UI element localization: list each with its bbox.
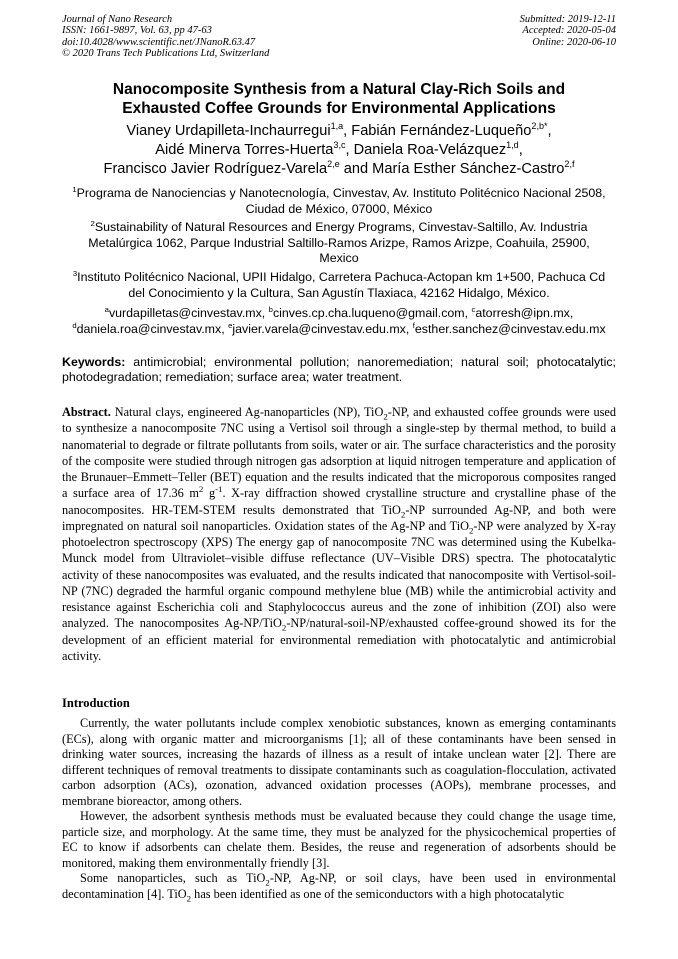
author-name: María Esther Sánchez-Castro [372, 161, 565, 177]
abstract-text: -NP were analyzed by X-ray photoelectron spectroscopy (XPS) The energy gap of nanocomposite 7NC was determined using the Kubelka-Munck model from Ultraviolet–visible diffuse reflectance (UV–Visible DRS) spectra. The photocatalytic activity of these nanocomposites was evaluated, and the results indicated that nanocomposite with Vertisol-soil-NP (7NC) degraded the harmful organic compound methylene blue (MB) while the antimicrobial activity and resistance against Escherichia coli and Staphylococcus aureus and the zone of inhibition (ZOI) also were analyzed. The nanocomposites Ag-NP/TiO [62, 518, 616, 631]
email-mark: d [72, 320, 77, 330]
abstract-text: -NP/natural-soil-NP/exhausted coffee-ground showed its for the development of an efficient material for environmental remediation with photocatalytic and antimicrobial activity. [62, 616, 617, 663]
affiliation-text: Instituto Politécnico Nacional, UPII Hidalgo, Carretera Pachuca-Actopan km 1+500, Pachuca Cd [77, 270, 606, 284]
paragraph-text: Some nanoparticles, such as TiO [80, 871, 266, 885]
email-address: javier.varela@cinvestav.edu.mx, [232, 321, 413, 336]
journal-copyright: © 2020 Trans Tech Publications Ltd, Switzerland [62, 48, 270, 60]
journal-issn: ISSN: 1661-9897, Vol. 63, pp 47-63 [62, 25, 212, 37]
introduction-body [62, 716, 616, 902]
paragraph: Currently, the water pollutants include complex xenobiotic substances, known as emerging contaminants (ECs), along with organic matter and microorganisms [1]; all of these contaminants have been sensed in drinking water sources, increasing the hazards of illness as a result of intake unclean water [2]. There are different techniques of removal treatments to dissipate contaminants such as coagulation-flocculation, activated carbon adsorption (ACs), ozonation, advanced oxidation processes (AOPs), membrane processes, and membrane bioreactor, among others. [62, 716, 616, 808]
paragraph [62, 871, 616, 902]
email-mark: f [412, 320, 415, 330]
online-date: Online: 2020-06-10 [532, 36, 616, 48]
author-separator: , [343, 123, 352, 139]
author-affiliation-mark: 2,e [327, 159, 340, 170]
accepted-date: Accepted: 2020-05-04 [522, 25, 616, 37]
subscript: 2 [383, 411, 388, 422]
author-line-2 [62, 141, 616, 160]
email-address: vurdapilletas@cinvestav.mx, [108, 306, 269, 320]
superscript: 2 [198, 484, 204, 495]
email-mark: b [268, 304, 273, 314]
affiliation-text: del Conocimiento y la Cultura, San Agustín Tlaxiaca, 42162 Hidalgo, México. [128, 285, 550, 300]
email-mark: a [104, 304, 109, 314]
author-separator: , [518, 142, 523, 158]
subscript: 2 [281, 622, 287, 633]
email-address: cinves.cp.cha.luqueno@gmail.com, [272, 306, 472, 320]
abstract-label: Abstract. [62, 405, 111, 419]
affiliation-text: Metalúrgica 1062, Parque Industrial Saltillo-Ramos Arizpe, Ramos Arizpe, Coahuila, 25900, [88, 235, 590, 250]
journal-name: Journal of Nano Research [62, 14, 173, 25]
author-name: Daniela Roa-Velázquez [353, 142, 507, 158]
abstract-text: . X-ray diffraction showed crystalline structure and crystalline phase of the nanocomposites. HR-TEM-STEM results demonstrated that TiO [62, 486, 616, 517]
abstract-text: Natural clays, engineered Ag-nanoparticles (NP), TiO [110, 405, 384, 419]
abstract-text: -NP surrounded Ag-NP, and both were impregnated on natural soil nanoparticles. Oxidation states of the Ag-NP and TiO [62, 502, 616, 533]
affiliation-number: 1 [72, 184, 77, 194]
affiliation-text: Ciudad de México, 07000, México [245, 201, 433, 216]
subscript: 2 [469, 525, 474, 536]
author-line-3 [62, 160, 616, 179]
journal-header [62, 14, 269, 60]
title-line-1: Nanocomposite Synthesis from a Natural Clay-Rich Soils and [112, 81, 566, 98]
affiliation-3 [62, 270, 616, 301]
keywords-text: antimicrobial; environmental pollution; nanoremediation; natural soil; photocatalytic; photodegradation; remediation; surface area; water treatment. [62, 355, 616, 385]
abstract-text: g [203, 486, 216, 501]
email-address: esther.sanchez@cinvestav.edu.mx [414, 321, 606, 336]
email-mark: c [471, 304, 476, 314]
paragraph-text: has been identified as one of the semiconductors with a high photocatalytic [191, 886, 564, 901]
title-line-2: Exhausted Coffee Grounds for Environmental Applications [122, 100, 556, 117]
affiliation-text: Mexico [319, 251, 359, 266]
email-address: daniela.roa@cinvestav.mx, [76, 321, 229, 336]
journal-doi: doi:10.4028/www.scientific.net/JNanoR.63.47 [62, 36, 256, 48]
author-line-1 [62, 122, 616, 141]
author-name: Vianey Urdapilleta-Inchaurregui [126, 123, 331, 139]
email-address: atorresh@ipn.mx, [475, 306, 574, 320]
superscript: -1 [215, 484, 223, 495]
author-separator: , [547, 123, 552, 139]
subscript: 2 [265, 877, 270, 888]
author-name: Aidé Minerva Torres-Huerta [155, 142, 334, 158]
author-affiliation-mark: 3,c [333, 140, 346, 151]
keywords-label: Keywords: [62, 355, 126, 369]
abstract [62, 404, 616, 664]
author-affiliation-mark: 2,f [564, 159, 575, 170]
affiliation-text: Sustainability of Natural Resources and Energy Programs, Cinvestav-Saltillo, Av. Industria [94, 220, 588, 234]
abstract-text: -NP, and exhausted coffee grounds were used to synthesize a nanocomposite 7NC using a Vertisol soil through a single-step by thermal method, to build a nanomaterial to degrade or filtrate pollutants from soils, water or air. The surface characteristics and the porosity of the composite were studied through nitrogen gas adsorption at liquid nitrogen temperature and application of the Brunauer–Emmett–Teller (BET) equation and the results indicated that the microporous composites ranged a surface area of 17.36 m [62, 405, 616, 501]
keywords [62, 355, 616, 386]
author-name: Francisco Javier Rodríguez-Varela [103, 161, 328, 177]
subscript: 2 [186, 892, 192, 903]
author-separator: , [345, 142, 354, 158]
dates-header [520, 14, 616, 48]
affiliation-2 [62, 220, 616, 267]
author-affiliation-mark: 1,d [506, 140, 519, 151]
affiliation-number: 3 [72, 268, 78, 278]
paragraph: However, the adsorbent synthesis methods must be evaluated because they could change the usage time, particle size, and morphology. At the same time, they must be analyzed for the physicochemical properties of EC to know if adsorbents can chelate them. Besides, the reuse and regeneration of adsorbents should be monitored, making them environmentally friendly [3]. [62, 809, 616, 870]
author-affiliation-mark: 2,b* [531, 121, 548, 132]
affiliation-1 [62, 186, 616, 217]
author-separator: and [339, 161, 373, 177]
email-mark: e [228, 320, 233, 330]
subscript: 2 [400, 508, 406, 519]
author-emails [62, 306, 616, 337]
author-list [62, 122, 616, 179]
section-heading-introduction: Introduction [62, 696, 130, 710]
author-name: Fabián Fernández-Luqueño [351, 123, 532, 139]
affiliation-text: Programa de Nanociencias y Nanotecnología, Cinvestav, Av. Instituto Politécnico Nacional 2508, [76, 186, 606, 200]
affiliation-number: 2 [90, 218, 95, 228]
paragraph-text: -NP, Ag-NP, or soil clays, have been used in environmental decontamination [4]. TiO [62, 871, 616, 901]
paper-title [62, 80, 616, 118]
author-affiliation-mark: 1,a [330, 121, 344, 132]
submitted-date: Submitted: 2019-12-11 [519, 14, 616, 25]
